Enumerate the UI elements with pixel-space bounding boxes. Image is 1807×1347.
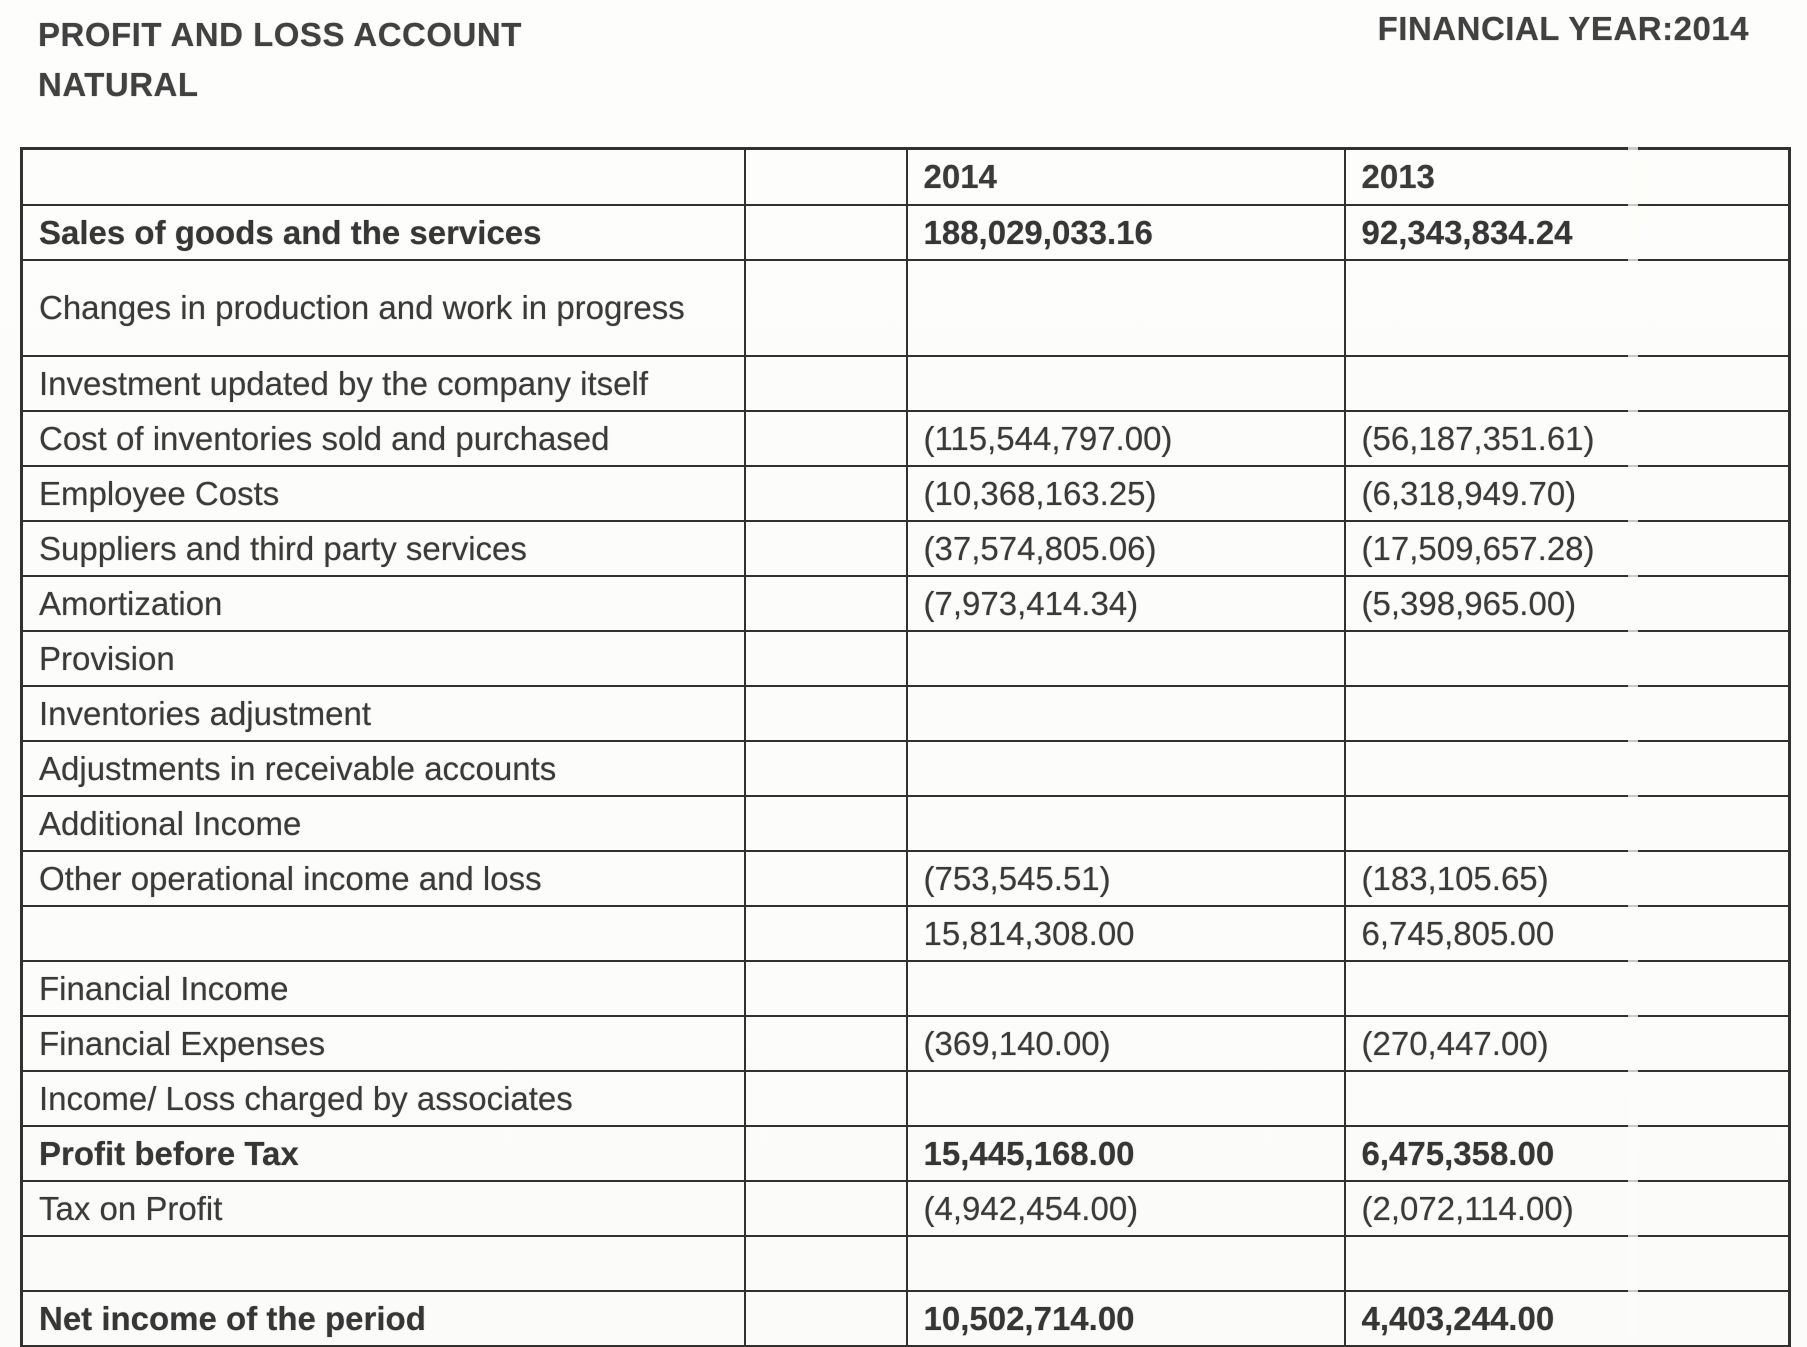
row-label: Net income of the period bbox=[22, 1291, 745, 1347]
row-label: Profit before Tax bbox=[22, 1126, 745, 1181]
row-value-2014 bbox=[907, 1236, 1345, 1291]
profit-loss-table bbox=[20, 147, 1791, 1347]
row-value-2013: (56,187,351.61) bbox=[1345, 411, 1790, 466]
row-label: Cost of inventories sold and purchased bbox=[22, 411, 745, 466]
table-row bbox=[22, 411, 1790, 466]
row-value-2014: 188,029,033.16 bbox=[907, 205, 1345, 260]
table-row bbox=[22, 686, 1790, 741]
row-label: Tax on Profit bbox=[22, 1181, 745, 1236]
table-row bbox=[22, 961, 1790, 1016]
row-spacer-cell bbox=[745, 205, 907, 260]
table-row bbox=[22, 1126, 1790, 1181]
row-value-2014: (37,574,805.06) bbox=[907, 521, 1345, 576]
row-label: Other operational income and loss bbox=[22, 851, 745, 906]
row-spacer-cell bbox=[745, 521, 907, 576]
row-value-2014: 15,445,168.00 bbox=[907, 1126, 1345, 1181]
table-row bbox=[22, 1071, 1790, 1126]
row-value-2013 bbox=[1345, 631, 1790, 686]
row-value-2013: (17,509,657.28) bbox=[1345, 521, 1790, 576]
column-header-label bbox=[22, 149, 745, 206]
row-value-2014: (115,544,797.00) bbox=[907, 411, 1345, 466]
row-value-2014 bbox=[907, 796, 1345, 851]
row-spacer-cell bbox=[745, 1126, 907, 1181]
row-value-2014 bbox=[907, 356, 1345, 411]
row-label bbox=[22, 1236, 745, 1291]
table-row bbox=[22, 1236, 1790, 1291]
row-value-2013: 92,343,834.24 bbox=[1345, 205, 1790, 260]
document-titles bbox=[38, 10, 522, 109]
row-value-2013 bbox=[1345, 1071, 1790, 1126]
row-label bbox=[22, 906, 745, 961]
table-row bbox=[22, 906, 1790, 961]
row-spacer-cell bbox=[745, 1071, 907, 1126]
row-value-2014 bbox=[907, 961, 1345, 1016]
column-header-2013: 2013 bbox=[1345, 149, 1790, 206]
row-spacer-cell bbox=[745, 1236, 907, 1291]
table-row bbox=[22, 1181, 1790, 1236]
table-row bbox=[22, 260, 1790, 356]
row-value-2013 bbox=[1345, 260, 1790, 356]
row-value-2014 bbox=[907, 260, 1345, 356]
row-value-2014: (369,140.00) bbox=[907, 1016, 1345, 1071]
row-value-2013: (6,318,949.70) bbox=[1345, 466, 1790, 521]
row-value-2014 bbox=[907, 1071, 1345, 1126]
row-label: Additional Income bbox=[22, 796, 745, 851]
row-value-2014: 10,502,714.00 bbox=[907, 1291, 1345, 1347]
column-header-spacer bbox=[745, 149, 907, 206]
row-label: Employee Costs bbox=[22, 466, 745, 521]
row-spacer-cell bbox=[745, 411, 907, 466]
row-spacer-cell bbox=[745, 906, 907, 961]
row-spacer-cell bbox=[745, 961, 907, 1016]
row-value-2014 bbox=[907, 631, 1345, 686]
financial-year-label: FINANCIAL YEAR:2014 bbox=[1377, 10, 1749, 47]
row-value-2014 bbox=[907, 741, 1345, 796]
table-header bbox=[22, 149, 1790, 206]
table-row bbox=[22, 356, 1790, 411]
row-spacer-cell bbox=[745, 851, 907, 906]
row-value-2013: 6,745,805.00 bbox=[1345, 906, 1790, 961]
table-row bbox=[22, 741, 1790, 796]
row-label: Changes in production and work in progress bbox=[22, 260, 745, 356]
row-value-2013: (183,105.65) bbox=[1345, 851, 1790, 906]
row-value-2014: (10,368,163.25) bbox=[907, 466, 1345, 521]
row-label: Suppliers and third party services bbox=[22, 521, 745, 576]
row-spacer-cell bbox=[745, 260, 907, 356]
row-label: Amortization bbox=[22, 576, 745, 631]
document-header bbox=[38, 10, 1749, 109]
row-label: Investment updated by the company itself bbox=[22, 356, 745, 411]
document-subtitle: NATURAL bbox=[38, 65, 199, 103]
row-value-2014: (7,973,414.34) bbox=[907, 576, 1345, 631]
table-row bbox=[22, 1016, 1790, 1071]
row-value-2013 bbox=[1345, 686, 1790, 741]
row-spacer-cell bbox=[745, 1181, 907, 1236]
row-label: Provision bbox=[22, 631, 745, 686]
row-value-2014: (4,942,454.00) bbox=[907, 1181, 1345, 1236]
table-row bbox=[22, 466, 1790, 521]
row-value-2013: (2,072,114.00) bbox=[1345, 1181, 1790, 1236]
row-spacer-cell bbox=[745, 356, 907, 411]
row-spacer-cell bbox=[745, 741, 907, 796]
row-value-2013 bbox=[1345, 796, 1790, 851]
column-header-2014: 2014 bbox=[907, 149, 1345, 206]
row-spacer-cell bbox=[745, 466, 907, 521]
document-title: PROFIT AND LOSS ACCOUNT bbox=[38, 16, 522, 53]
row-value-2013: (270,447.00) bbox=[1345, 1016, 1790, 1071]
table-row bbox=[22, 521, 1790, 576]
row-spacer-cell bbox=[745, 576, 907, 631]
row-label: Financial Income bbox=[22, 961, 745, 1016]
row-spacer-cell bbox=[745, 1016, 907, 1071]
row-value-2014: 15,814,308.00 bbox=[907, 906, 1345, 961]
row-value-2013 bbox=[1345, 961, 1790, 1016]
row-label: Inventories adjustment bbox=[22, 686, 745, 741]
table-header-row bbox=[22, 149, 1790, 206]
table-row bbox=[22, 796, 1790, 851]
row-label: Sales of goods and the services bbox=[22, 205, 745, 260]
row-spacer-cell bbox=[745, 686, 907, 741]
row-spacer-cell bbox=[745, 631, 907, 686]
row-value-2013: 4,403,244.00 bbox=[1345, 1291, 1790, 1347]
table-row bbox=[22, 631, 1790, 686]
table-row bbox=[22, 205, 1790, 260]
row-value-2014: (753,545.51) bbox=[907, 851, 1345, 906]
row-value-2013 bbox=[1345, 1236, 1790, 1291]
table-row bbox=[22, 576, 1790, 631]
table-row bbox=[22, 1291, 1790, 1347]
row-label: Income/ Loss charged by associates bbox=[22, 1071, 745, 1126]
row-value-2014 bbox=[907, 686, 1345, 741]
row-label: Adjustments in receivable accounts bbox=[22, 741, 745, 796]
row-spacer-cell bbox=[745, 1291, 907, 1347]
row-label: Financial Expenses bbox=[22, 1016, 745, 1071]
row-spacer-cell bbox=[745, 796, 907, 851]
row-value-2013: (5,398,965.00) bbox=[1345, 576, 1790, 631]
profit-loss-table-body bbox=[22, 205, 1790, 1347]
row-value-2013 bbox=[1345, 741, 1790, 796]
table-row bbox=[22, 851, 1790, 906]
row-value-2013: 6,475,358.00 bbox=[1345, 1126, 1790, 1181]
row-value-2013 bbox=[1345, 356, 1790, 411]
